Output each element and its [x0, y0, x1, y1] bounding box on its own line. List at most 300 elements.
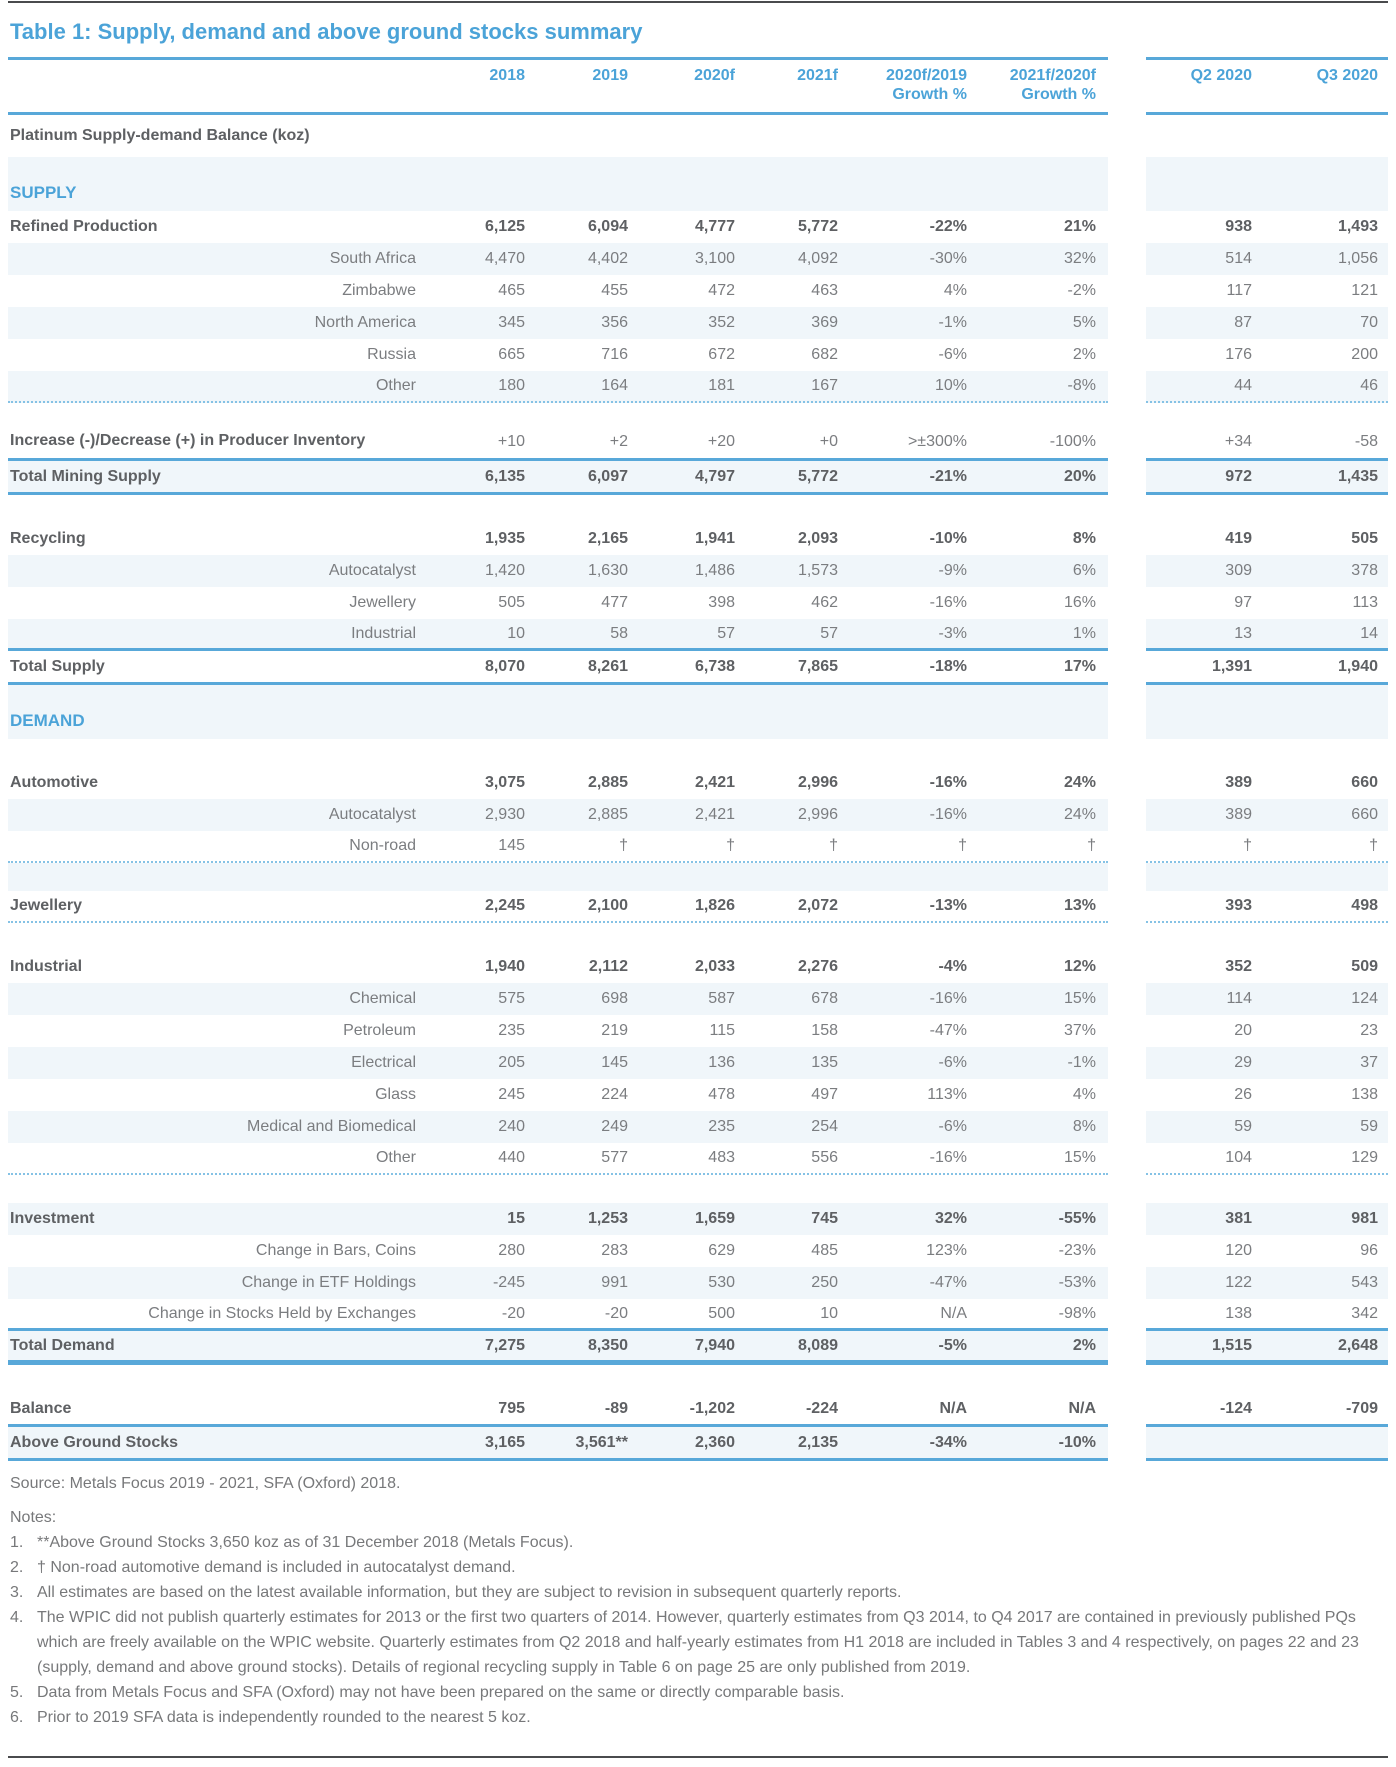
cell-growth-2020f-2019 — [840, 1175, 969, 1203]
cell-2018: 1,935 — [484, 530, 525, 547]
cell-2020f — [630, 863, 737, 891]
cell-2019: 6,097 — [587, 467, 628, 485]
row-label — [8, 1175, 420, 1203]
cell-growth-2021f-2020f: 37% — [1063, 1022, 1096, 1039]
cell-q2-2020: 20 — [1234, 1022, 1252, 1039]
cell-2021f — [737, 923, 840, 951]
cell-q3-2020: 1,493 — [1337, 218, 1378, 235]
row-label: Medical and Biomedical — [247, 1118, 416, 1135]
cell-2018 — [420, 1365, 527, 1393]
note-item — [10, 1680, 1388, 1705]
row-label: Refined Production — [10, 218, 158, 235]
column-gutter — [1108, 495, 1146, 523]
note-item — [10, 1555, 1388, 1580]
note-item — [10, 1705, 1388, 1730]
note-item — [10, 1580, 1388, 1605]
cell-q2-2020: 389 — [1225, 774, 1252, 791]
cell-2018 — [420, 739, 527, 767]
note-number: 5. — [10, 1684, 24, 1701]
cell-growth-2020f-2019: -16% — [929, 990, 967, 1007]
note-number: 2. — [10, 1559, 24, 1576]
cell-2019: 477 — [601, 594, 628, 611]
cell-q3-2020: 23 — [1360, 1022, 1378, 1039]
cell-growth-2021f-2020f: -98% — [1058, 1304, 1096, 1322]
column-gutter — [1108, 923, 1146, 951]
cell-growth-2020f-2019: -16% — [929, 594, 967, 611]
cell-2019: 356 — [601, 314, 628, 331]
cell-2019: 2,112 — [588, 958, 628, 975]
cell-q3-2020: † — [1369, 837, 1378, 854]
cell-2019 — [527, 1175, 630, 1203]
cell-2018: 3,165 — [484, 1433, 525, 1451]
cell-q2-2020: 120 — [1225, 1242, 1252, 1259]
column-gutter — [1108, 1047, 1146, 1079]
cell-2020f: 2,360 — [694, 1433, 735, 1451]
row-autocatalyst — [8, 799, 1388, 831]
cell-2019 — [527, 685, 630, 739]
cell-q2-2020 — [1146, 739, 1254, 767]
cell-2018: 2,930 — [484, 806, 525, 823]
cell-2020f: 587 — [708, 990, 735, 1007]
note-text: Data from Metals Focus and SFA (Oxford) may not have been prepared on the same or directly comparable basis. — [37, 1684, 845, 1701]
cell-growth-2020f-2019: -4% — [938, 958, 967, 975]
row-label: Increase (-)/Decrease (+) in Producer Inventory — [10, 432, 366, 449]
row-label: Jewellery — [349, 594, 416, 611]
cell-q3-2020 — [1254, 1427, 1388, 1458]
cell-2018 — [420, 115, 527, 157]
cell-2018: 3,075 — [484, 774, 525, 791]
cell-q2-2020: 26 — [1234, 1086, 1252, 1103]
cell-q3-2020: 113 — [1352, 594, 1378, 611]
cell-q2-2020: 122 — [1225, 1274, 1252, 1291]
cell-growth-2021f-2020f: 20% — [1063, 467, 1096, 485]
cell-2019: 2,165 — [587, 530, 628, 547]
cell-q3-2020 — [1254, 1365, 1388, 1393]
row-label: Electrical — [351, 1054, 416, 1071]
cell-2019: 2,885 — [587, 806, 628, 823]
column-gutter — [1108, 307, 1146, 339]
cell-q2-2020 — [1146, 1427, 1254, 1458]
cell-q2-2020 — [1146, 923, 1254, 951]
row-label — [8, 739, 420, 767]
cell-growth-2020f-2019 — [840, 739, 969, 767]
cell-2020f: 1,826 — [694, 897, 735, 914]
cell-growth-2020f-2019: 4% — [943, 282, 967, 299]
cell-growth-2021f-2020f: -8% — [1067, 377, 1096, 394]
cell-2018: 2,245 — [484, 897, 525, 914]
column-gutter — [1108, 211, 1146, 243]
cell-q3-2020: 124 — [1351, 990, 1378, 1007]
cell-q3-2020: 59 — [1360, 1118, 1378, 1135]
cell-growth-2021f-2020f — [969, 157, 1108, 211]
cell-2019: 6,094 — [587, 218, 628, 235]
cell-growth-2020f-2019: -6% — [938, 1054, 967, 1071]
note-text: Prior to 2019 SFA data is independently rounded to the nearest 5 koz. — [37, 1709, 531, 1726]
cell-2021f: 485 — [811, 1242, 838, 1259]
column-gutter — [1108, 1143, 1146, 1175]
cell-growth-2021f-2020f: 24% — [1063, 774, 1096, 791]
cell-2021f — [737, 1365, 840, 1393]
cell-2021f: 8,089 — [797, 1336, 838, 1354]
row-gap — [8, 1175, 1388, 1203]
cell-growth-2020f-2019 — [840, 923, 969, 951]
cell-2020f: 483 — [708, 1149, 735, 1166]
row-russia — [8, 339, 1388, 371]
cell-q3-2020: 543 — [1351, 1274, 1378, 1291]
row-label: South Africa — [329, 250, 416, 267]
cell-q3-2020: 505 — [1351, 530, 1378, 547]
column-gutter — [1108, 983, 1146, 1015]
note-item — [10, 1605, 1388, 1680]
cell-growth-2021f-2020f — [969, 115, 1108, 157]
cell-growth-2021f-2020f: -2% — [1067, 282, 1096, 299]
cell-2019: 249 — [601, 1118, 628, 1135]
cell-q2-2020 — [1146, 1175, 1254, 1203]
row-autocatalyst — [8, 555, 1388, 587]
row-medical-and-biomedical — [8, 1111, 1388, 1143]
cell-2020f: 7,940 — [694, 1336, 735, 1354]
cell-q2-2020: 309 — [1225, 562, 1252, 579]
cell-2020f: 6,738 — [694, 657, 735, 675]
column-gutter — [1108, 1175, 1146, 1203]
row-label: Total Supply — [10, 657, 105, 675]
row-label: Investment — [10, 1210, 95, 1227]
row-electrical — [8, 1047, 1388, 1079]
cell-2018: -20 — [501, 1304, 525, 1322]
cell-2021f: 2,276 — [797, 958, 838, 975]
cell-2020f: 1,486 — [694, 562, 735, 579]
row-petroleum — [8, 1015, 1388, 1047]
notes-list — [10, 1530, 1388, 1730]
column-gutter — [1108, 1365, 1146, 1393]
cell-growth-2021f-2020f — [969, 1365, 1108, 1393]
cell-growth-2020f-2019: -18% — [929, 657, 967, 675]
cell-q2-2020 — [1146, 685, 1254, 739]
cell-q2-2020: 514 — [1225, 250, 1252, 267]
row-label: Platinum Supply-demand Balance (koz) — [10, 127, 310, 144]
cell-2020f: 2,421 — [694, 806, 735, 823]
cell-q3-2020 — [1254, 685, 1388, 739]
cell-2020f: † — [726, 837, 735, 854]
cell-growth-2020f-2019: -1% — [938, 314, 967, 331]
cell-q2-2020: 1,391 — [1211, 657, 1252, 675]
column-gutter — [1108, 523, 1146, 555]
col-header-2018: 2018 — [489, 67, 525, 84]
row-label: Non-road — [349, 837, 416, 854]
row-north-america — [8, 307, 1388, 339]
cell-2021f — [737, 1175, 840, 1203]
cell-growth-2020f-2019: 10% — [934, 377, 967, 394]
row-label: Chemical — [349, 990, 416, 1007]
cell-2018: 6,125 — [484, 218, 525, 235]
cell-2019: 8,350 — [587, 1336, 628, 1354]
row-jewellery — [8, 891, 1388, 923]
cell-growth-2021f-2020f — [969, 1175, 1108, 1203]
cell-q3-2020: 121 — [1351, 282, 1378, 299]
column-gutter — [1108, 619, 1146, 651]
cell-2019: † — [619, 837, 628, 854]
cell-2018: 245 — [498, 1086, 525, 1103]
cell-q2-2020: 393 — [1225, 897, 1252, 914]
cell-2021f — [737, 115, 840, 157]
cell-2018: 240 — [498, 1118, 525, 1135]
cell-2021f: +0 — [819, 433, 838, 450]
cell-q3-2020: 1,435 — [1337, 467, 1378, 485]
cell-growth-2020f-2019: -10% — [929, 530, 967, 547]
cell-growth-2021f-2020f: 15% — [1063, 990, 1096, 1007]
cell-q2-2020: 117 — [1226, 282, 1252, 299]
cell-q3-2020: 14 — [1360, 624, 1378, 642]
note-text: The WPIC did not publish quarterly estimates for 2013 or the first two quarters of 2014. However, quarterly estimates from Q3 2014, to Q4 2017 are contained in previously published PQs which are freely available on the WPIC website. Quarterly estimates from Q2 2018 and half-yearly estimates from H1 2018 are included in Tables 3 and 4 respectively, on pages 22 and 23 (supply, demand and above ground stocks). Details of regional recycling supply in Table 6 on page 25 are only published from 2019. — [37, 1609, 1359, 1676]
cell-q3-2020: 509 — [1351, 958, 1378, 975]
cell-growth-2020f-2019 — [840, 863, 969, 891]
row-change-in-etf-holdings — [8, 1267, 1388, 1299]
cell-2018 — [420, 923, 527, 951]
cell-2021f: 10 — [820, 1304, 838, 1322]
cell-2019: 577 — [601, 1149, 628, 1166]
cell-growth-2021f-2020f — [969, 923, 1108, 951]
row-recycling — [8, 523, 1388, 555]
cell-growth-2021f-2020f: -55% — [1058, 1210, 1096, 1227]
cell-2018: 205 — [498, 1054, 525, 1071]
column-gutter — [1108, 157, 1146, 211]
row-label: Autocatalyst — [328, 806, 416, 823]
column-gutter — [1108, 1015, 1146, 1047]
cell-2020f: 352 — [708, 314, 735, 331]
cell-2020f: 57 — [717, 624, 735, 642]
cell-2019: 219 — [601, 1022, 628, 1039]
cell-2020f — [630, 739, 737, 767]
cell-growth-2020f-2019 — [840, 157, 969, 211]
cell-growth-2021f-2020f: 2% — [1072, 346, 1096, 363]
row-label: Industrial — [10, 958, 83, 975]
cell-q2-2020 — [1146, 495, 1254, 523]
cell-growth-2021f-2020f: 16% — [1063, 594, 1096, 611]
cell-growth-2021f-2020f: -10% — [1058, 1433, 1096, 1451]
column-gutter — [1108, 739, 1146, 767]
column-gutter — [1108, 115, 1146, 157]
cell-q2-2020 — [1146, 863, 1254, 891]
row-label: Other — [375, 377, 416, 394]
cell-q3-2020: -709 — [1345, 1399, 1378, 1417]
cell-growth-2020f-2019: -22% — [929, 218, 967, 235]
cell-growth-2020f-2019: 113% — [927, 1086, 967, 1103]
cell-2018: 7,275 — [484, 1336, 525, 1354]
cell-2020f: 136 — [708, 1054, 735, 1071]
cell-q3-2020: 96 — [1360, 1242, 1378, 1259]
column-gutter — [1108, 1331, 1146, 1365]
cell-q2-2020: 938 — [1225, 218, 1252, 235]
cell-q3-2020: 46 — [1360, 377, 1378, 394]
cell-2021f: 5,772 — [797, 467, 838, 485]
cell-2021f: 369 — [811, 314, 838, 331]
cell-2021f: 5,772 — [797, 218, 838, 235]
cell-2019 — [527, 739, 630, 767]
cell-2018: 345 — [498, 314, 525, 331]
cell-2020f — [630, 685, 737, 739]
cell-2019 — [527, 863, 630, 891]
row-total-demand — [8, 1331, 1388, 1365]
row-label: North America — [314, 314, 416, 331]
cell-growth-2020f-2019: -34% — [929, 1433, 967, 1451]
column-gutter — [1108, 685, 1146, 739]
cell-q3-2020: 1,056 — [1337, 250, 1378, 267]
cell-q2-2020: +34 — [1224, 433, 1252, 450]
cell-growth-2021f-2020f — [969, 685, 1108, 739]
cell-q3-2020: 342 — [1351, 1304, 1378, 1322]
cell-q3-2020: 200 — [1351, 346, 1378, 363]
note-item — [10, 1530, 1388, 1555]
cell-q2-2020: 97 — [1234, 594, 1252, 611]
cell-2019 — [527, 157, 630, 211]
cell-growth-2021f-2020f: N/A — [1068, 1399, 1096, 1417]
page-bottom-rule — [8, 1756, 1388, 1758]
row-label: Petroleum — [343, 1022, 416, 1039]
cell-2018: 795 — [498, 1399, 525, 1417]
column-gutter — [1108, 651, 1146, 685]
row-automotive — [8, 767, 1388, 799]
row-gap — [8, 863, 1388, 891]
cell-growth-2021f-2020f: 1% — [1072, 624, 1096, 642]
cell-2018: 10 — [507, 624, 525, 642]
cell-2020f: 530 — [708, 1274, 735, 1291]
cell-q2-2020: † — [1243, 837, 1252, 854]
cell-growth-2020f-2019 — [840, 115, 969, 157]
cell-2019: 145 — [601, 1054, 628, 1071]
cell-growth-2020f-2019: -9% — [938, 562, 967, 579]
row-label: Jewellery — [10, 897, 83, 914]
cell-q2-2020: 1,515 — [1211, 1336, 1252, 1354]
cell-growth-2020f-2019: -47% — [929, 1274, 967, 1291]
row-balance — [8, 1393, 1388, 1427]
row-change-in-stocks-held-by-exchanges — [8, 1299, 1388, 1331]
cell-2019: +2 — [609, 433, 628, 450]
row-supply — [8, 157, 1388, 211]
row-gap — [8, 923, 1388, 951]
cell-q3-2020: 1,940 — [1337, 657, 1378, 675]
cell-2020f: 672 — [708, 346, 735, 363]
cell-growth-2021f-2020f: -23% — [1058, 1242, 1096, 1259]
cell-2018 — [420, 495, 527, 523]
cell-growth-2020f-2019: -16% — [929, 1149, 967, 1166]
cell-growth-2021f-2020f — [969, 863, 1108, 891]
cell-2018: 280 — [498, 1242, 525, 1259]
cell-growth-2020f-2019: -16% — [929, 774, 967, 791]
col-header-2020f: 2020f — [694, 67, 735, 84]
cell-q3-2020: 70 — [1360, 314, 1378, 331]
cell-2019 — [527, 923, 630, 951]
cell-q3-2020: 2,648 — [1337, 1336, 1378, 1354]
cell-2020f — [630, 495, 737, 523]
cell-2021f: 250 — [811, 1274, 838, 1291]
row-industrial — [8, 619, 1388, 651]
cell-2021f: 745 — [811, 1210, 838, 1227]
cell-2021f: 463 — [811, 282, 838, 299]
column-gutter — [1108, 799, 1146, 831]
cell-q2-2020: 29 — [1234, 1054, 1252, 1071]
cell-2021f: 2,135 — [797, 1433, 838, 1451]
cell-2020f: 629 — [708, 1242, 735, 1259]
column-gutter — [1108, 1299, 1146, 1331]
cell-2021f: 682 — [811, 346, 838, 363]
cell-q2-2020: 13 — [1234, 624, 1252, 642]
cell-2021f: -224 — [805, 1399, 838, 1417]
col-header-2019: 2019 — [592, 67, 628, 84]
row-above-ground-stocks — [8, 1427, 1388, 1461]
col-header-q3-2020: Q3 2020 — [1316, 67, 1378, 84]
cell-2021f: 2,072 — [797, 897, 838, 914]
notes-heading: Notes: — [10, 1509, 57, 1526]
cell-2021f: 497 — [811, 1086, 838, 1103]
cell-2019: 1,253 — [587, 1210, 628, 1227]
cell-growth-2021f-2020f: 5% — [1072, 314, 1096, 331]
cell-2020f: 398 — [708, 594, 735, 611]
cell-q3-2020: 138 — [1351, 1086, 1378, 1103]
cell-2020f: 181 — [708, 377, 735, 394]
cell-q2-2020: 104 — [1225, 1149, 1252, 1166]
col-header-growth-2020f-2019: 2020f/2019 Growth % — [886, 67, 967, 103]
table-body — [8, 115, 1388, 1461]
cell-2021f — [737, 739, 840, 767]
cell-growth-2020f-2019: -21% — [929, 467, 967, 485]
cell-q2-2020: 59 — [1234, 1118, 1252, 1135]
column-gutter — [1108, 243, 1146, 275]
column-gutter — [1108, 891, 1146, 923]
cell-growth-2021f-2020f — [969, 495, 1108, 523]
row-label: Change in Bars, Coins — [255, 1242, 416, 1259]
row-other — [8, 1143, 1388, 1175]
cell-2020f — [630, 1175, 737, 1203]
cell-q2-2020: 176 — [1225, 346, 1252, 363]
cell-2019: 58 — [610, 624, 628, 642]
row-gap — [8, 495, 1388, 523]
source-line: Source: Metals Focus 2019 - 2021, SFA (Oxford) 2018. — [10, 1475, 401, 1492]
row-increase-decrease-in-producer-inventory — [8, 403, 1388, 461]
cell-2020f: -1,202 — [689, 1399, 735, 1417]
cell-2019: 283 — [601, 1242, 628, 1259]
cell-2020f: 1,659 — [694, 1210, 735, 1227]
cell-2021f — [737, 685, 840, 739]
cell-q2-2020: 44 — [1234, 377, 1252, 394]
cell-2018: -245 — [492, 1274, 525, 1291]
cell-2018 — [420, 157, 527, 211]
column-gutter — [1108, 1427, 1146, 1461]
col-header-growth-2021f-2020f: 2021f/2020f Growth % — [1009, 67, 1096, 103]
row-south-africa — [8, 243, 1388, 275]
cell-2018: 235 — [498, 1022, 525, 1039]
row-refined-production — [8, 211, 1388, 243]
cell-growth-2021f-2020f: 21% — [1063, 218, 1096, 235]
cell-growth-2021f-2020f: 17% — [1063, 657, 1096, 675]
row-label: Automotive — [10, 774, 98, 791]
row-demand — [8, 685, 1388, 739]
cell-2021f: 167 — [811, 377, 838, 394]
cell-2018: 6,135 — [484, 467, 525, 485]
cell-q2-2020: 972 — [1225, 467, 1252, 485]
cell-growth-2020f-2019 — [840, 1365, 969, 1393]
cell-q2-2020: 138 — [1225, 1304, 1252, 1322]
cell-q3-2020: 660 — [1351, 774, 1378, 791]
row-label: Total Demand — [10, 1336, 115, 1354]
cell-2020f — [630, 115, 737, 157]
cell-q2-2020 — [1146, 1365, 1254, 1393]
cell-2018: 4,470 — [484, 250, 525, 267]
cell-growth-2021f-2020f: 6% — [1072, 562, 1096, 579]
cell-2019: 716 — [601, 346, 628, 363]
cell-2018: 180 — [498, 377, 525, 394]
cell-2020f: 115 — [709, 1022, 735, 1039]
col-header-2021f: 2021f — [797, 67, 838, 84]
